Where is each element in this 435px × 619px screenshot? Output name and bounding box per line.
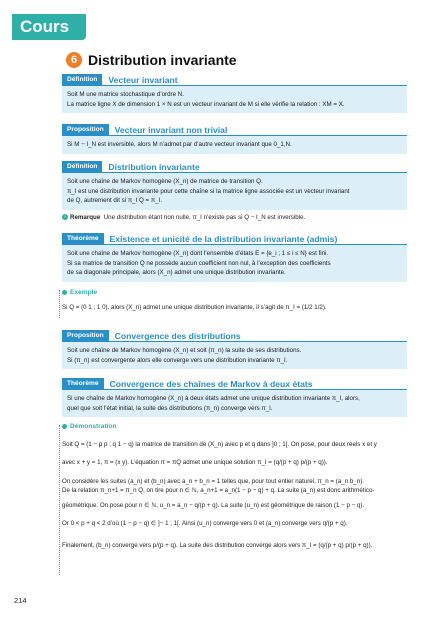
remark bbox=[62, 213, 407, 223]
proposition-line: Si M − I_N est inversible, alors M n’admet par d’autre vecteur invariant que 0_1,N. bbox=[67, 141, 292, 148]
section-title: Distribution invariante bbox=[88, 52, 237, 68]
definition-line: de Q, autrement dit si π_I Q = π_I. bbox=[67, 197, 163, 204]
remark-text: Une distribution étant non nulle, π_I n’existe pas si Q − I_N est inversible. bbox=[103, 214, 306, 221]
proposition-title: Convergence des distributions bbox=[114, 330, 241, 341]
definition-distribution-invariante bbox=[62, 161, 407, 210]
theorem-line: Si sa matrice de transition Q ne possède aucun coefficient non nul, à l’exception des coefficients bbox=[67, 259, 331, 267]
remark-label: Remarque bbox=[70, 214, 101, 221]
proposition-tag: Proposition bbox=[62, 124, 109, 135]
proposition-vecteur-non-trivial bbox=[62, 124, 407, 154]
demonstration-line: avec x + y = 1, π = (x y). L’équation π = πQ admet une unique solution π_I = (q/(p + q) p/(p + q)). bbox=[62, 459, 328, 466]
definition-title: Distribution invariante bbox=[108, 161, 200, 172]
theoreme-convergence-deux-etats bbox=[62, 378, 407, 417]
demonstration-bar bbox=[59, 425, 60, 575]
proposition-convergence-distributions bbox=[62, 330, 407, 369]
theorem-line: quel que soit l’état initial, la suite des distributions (π_n) converge vers π_I. bbox=[67, 404, 273, 412]
definition-line: Soit une chaîne de Markov homogène (X_n) de matrice de transition Q. bbox=[67, 178, 263, 185]
demonstration-line: géométrique. On pose pour n ∈ ℕ, u_n = a_n − q/(p + q). La suite (u_n) est géométrique de raison (1 − p − q). bbox=[62, 501, 365, 509]
theorem-tag: Théorème bbox=[62, 378, 104, 389]
theorem-line: Si une chaîne de Markov homogène (X_n) à deux états admet une unique distribution invariante π_I, alors, bbox=[67, 395, 360, 402]
demonstration-line: Soit Q = (1 − p p ; q 1 − q) la matrice de transition de (X_n) avec p et q dans ]0 ; 1[. On pose, pour deux réels x et y bbox=[62, 440, 377, 448]
example bbox=[62, 288, 407, 312]
definition-line: π_I est une distribution invariante pour cette chaîne si la matrice ligne associée est un vecteur invariant bbox=[67, 187, 350, 195]
demonstration-line: On considère les suites (a_n) et (b_n) avec a_n + b_n = 1 telles que, pour tout entier naturel, π_n = (a_n b_n). bbox=[62, 477, 364, 485]
proposition-title: Vecteur invariant non trivial bbox=[114, 124, 228, 135]
demonstration-line: Or 0 < p + q < 2 d’où (1 − p − q) ∈ ]− 1 ; 1[. Ainsi (u_n) converge vers 0 et (a_n) converge vers q/(p + q). bbox=[62, 520, 348, 527]
definition-line: La matrice ligne X de dimension 1 × N est un vecteur invariant de M si elle vérifie la relation : XM = X. bbox=[67, 100, 345, 108]
theorem-line: Soit une chaîne de Markov homogène (X_n) dont l’ensemble d’états E = {e_i ; 1 ≤ i ≤ N} est fini. bbox=[67, 250, 329, 257]
theoreme-existence-unicite bbox=[62, 233, 407, 282]
example-dot-icon bbox=[62, 290, 67, 295]
demonstration-dot-icon bbox=[62, 424, 67, 429]
theorem-title: Existence et unicité de la distribution invariante (admis) bbox=[109, 233, 338, 244]
section-header bbox=[66, 52, 237, 68]
theorem-line: de sa diagonale principale, alors (X_n) admet une unique distribution invariante. bbox=[67, 269, 286, 276]
demonstration-label: Démonstration bbox=[70, 423, 117, 430]
proposition-tag: Proposition bbox=[62, 330, 109, 341]
definition-vecteur-invariant bbox=[62, 74, 407, 113]
cours-tab: Cours bbox=[12, 14, 86, 40]
page-number: 214 bbox=[14, 596, 27, 605]
example-label: Exemple bbox=[70, 289, 98, 296]
demonstration-line: Finalement, (b_n) converge vers p/(p + q). La suite des distribution converge alors vers π_I = (q/(p + q) p/(p + q)). bbox=[62, 541, 373, 549]
definition-title: Vecteur invariant bbox=[108, 74, 178, 85]
theorem-tag: Théorème bbox=[62, 233, 104, 244]
section-number: 6 bbox=[66, 52, 82, 68]
proposition-line: Si (π_n) est convergente alors elle converge vers une distribution invariante π_I. bbox=[67, 356, 288, 364]
definition-line: Soit M une matrice stochastique d’ordre N. bbox=[67, 91, 184, 98]
example-text: Si Q = (0 1 ; 1 0), alors (X_n) admet une unique distribution invariante, il s’agit de π_I = (1/2 1/2). bbox=[62, 303, 327, 311]
theorem-title: Convergence des chaînes de Markov à deux états bbox=[109, 378, 313, 389]
demonstration-line: De la relation π_n+1 = π_n Q, on tire pour n ∈ ℕ, a_n+1 = a_n(1 − p − q) + q. La suite (a_n) est donc arithmético- bbox=[62, 487, 375, 494]
proposition-line: Soit une chaîne de Markov homogène (X_n) et soit (π_n) la suite de ses distributions. bbox=[67, 347, 302, 354]
remark-icon: › bbox=[62, 214, 68, 220]
example-bar bbox=[59, 290, 60, 318]
demonstration bbox=[62, 422, 407, 550]
definition-tag: Définition bbox=[62, 161, 102, 172]
definition-tag: Définition bbox=[62, 74, 102, 85]
